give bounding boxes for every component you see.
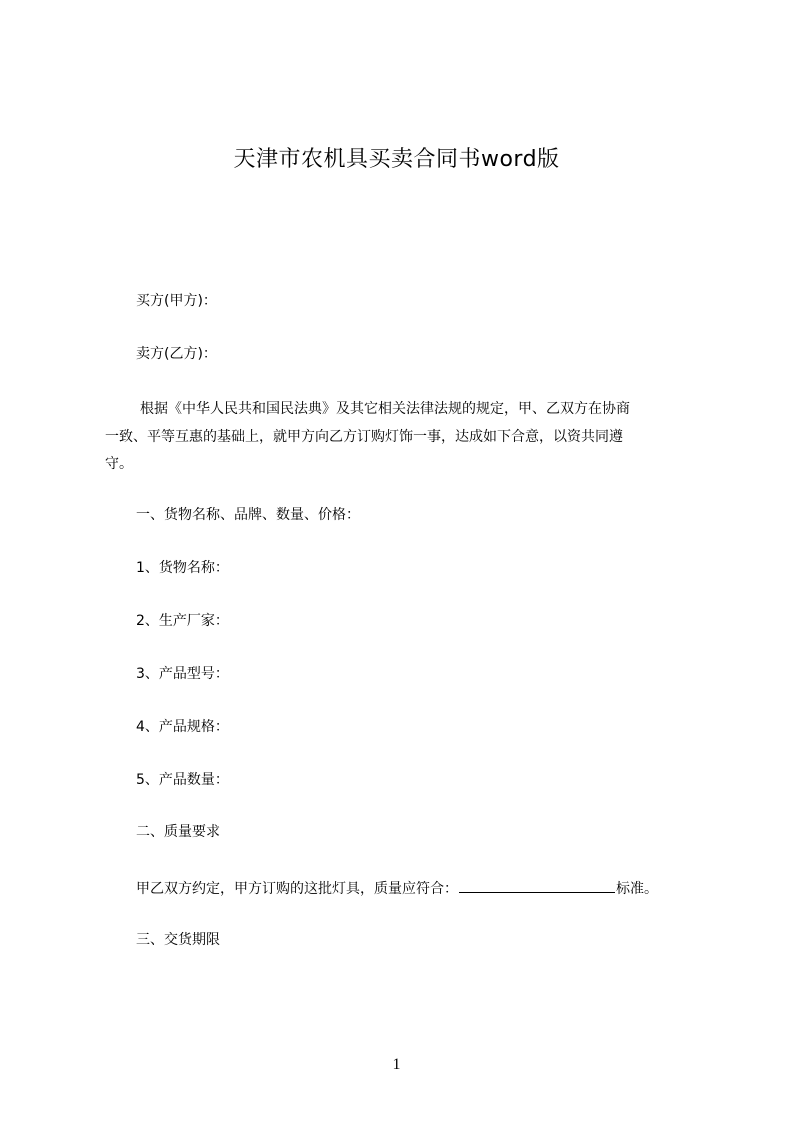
- section-heading-2: 二、质量要求: [136, 824, 220, 840]
- page-number: 1: [392, 1056, 401, 1073]
- preamble-line-1: 根据《中华人民共和国民法典》及其它相关法律法规的规定，甲、乙双方在协商: [140, 401, 630, 417]
- quality-clause-text: 甲乙双方约定，甲方订购的这批灯具，质量应符合：: [136, 881, 458, 897]
- item-goods-name: 1、货物名称：: [136, 560, 229, 576]
- item-quantity: 5、产品数量：: [136, 772, 229, 788]
- item-manufacturer: 2、生产厂家：: [136, 613, 229, 629]
- item-model: 3、产品型号：: [136, 666, 229, 682]
- quality-clause: [136, 878, 658, 898]
- buyer-label: 买方(甲方)：: [136, 293, 217, 309]
- section-heading-3: 三、交货期限: [136, 932, 220, 948]
- quality-standard-blank: [459, 878, 615, 893]
- section-heading-1: 一、货物名称、品牌、数量、价格：: [136, 507, 360, 523]
- quality-clause-suffix: 标准。: [616, 881, 658, 897]
- preamble-line-3: 守。: [105, 456, 133, 472]
- item-spec: 4、产品规格：: [136, 719, 229, 735]
- document-title: 天津市农机具买卖合同书word版: [233, 147, 560, 172]
- seller-label: 卖方(乙方)：: [136, 346, 217, 362]
- preamble-line-2: 一致、平等互惠的基础上，就甲方向乙方订购灯饰一事，达成如下合意，以资共同遵: [105, 429, 623, 445]
